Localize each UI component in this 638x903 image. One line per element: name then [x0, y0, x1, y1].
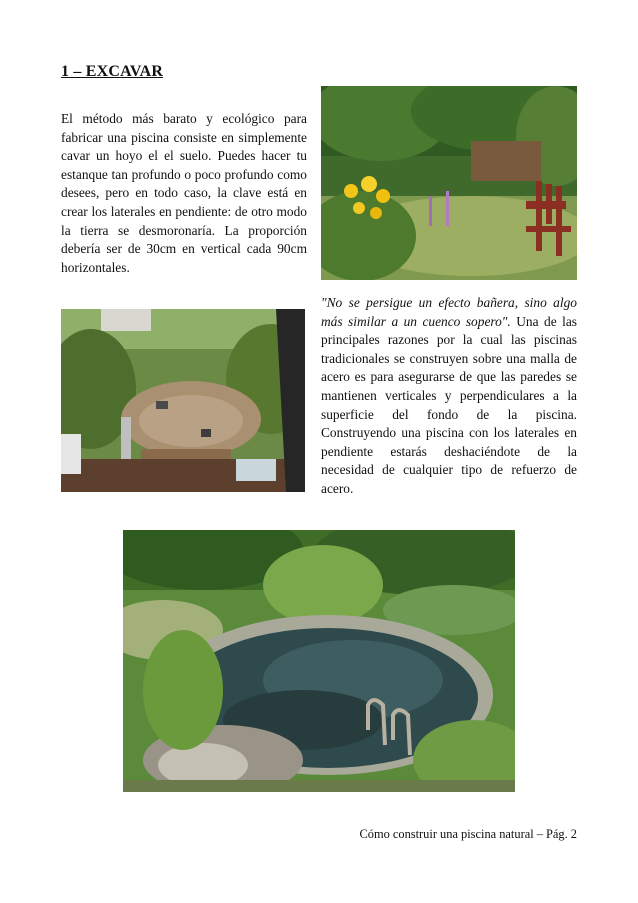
intro-paragraph: El método más barato y ecológico para fabricar una piscina consiste en simplemente cavar un hoyo el el suelo. Puedes hacer tu estanque tan profundo o poco profundo como desees, pero en todo caso, la clave está en crear los laterales en pendiente: de otro modo la tierra se desmoronaría. La proporción debería ser de 30cm en vertical cada 90cm horizontales.	[61, 111, 307, 275]
bowl-quote: "No se persigue un efecto bañera, sino algo más similar a un cuenco sopero".	[321, 295, 577, 329]
excavated-yard-photo	[61, 309, 305, 492]
bowl-paragraph-body: Una de las principales razones por la cual las piscinas tradicionales se construyen sobre una malla de acero es para asegurarse de que las paredes se mantienen verticales y perpendiculares a la superficie del fondo de la piscina. Construyendo una piscina con los laterales en pendiente estarás deshaciéndote de la necesidad de cualquier tipo de refuerzo de acero.	[321, 313, 577, 496]
section-title: 1 – EXCAVAR	[61, 63, 164, 80]
page-footer: Cómo construir una piscina natural – Pág. 2	[359, 827, 577, 841]
natural-pool-photo	[123, 530, 515, 792]
garden-lilies-photo	[321, 86, 577, 280]
bowl-paragraph	[321, 294, 577, 499]
